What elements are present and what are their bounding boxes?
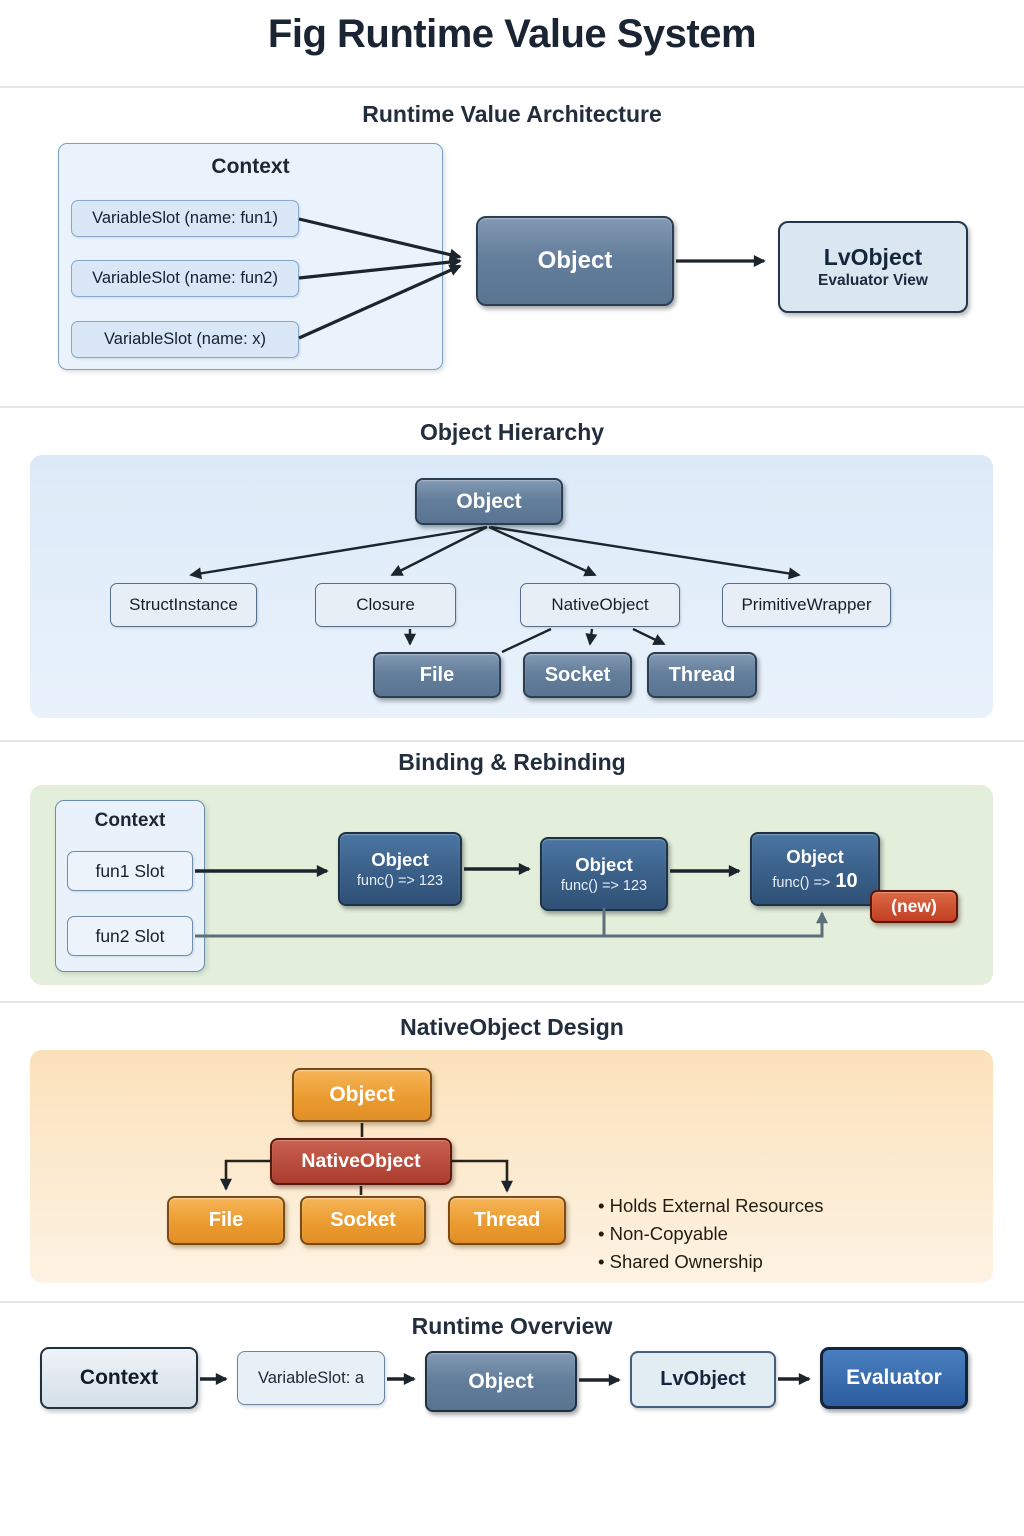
page-title: Fig Runtime Value System [267, 12, 757, 56]
binding-object-1 [338, 832, 462, 906]
section-divider [0, 86, 1024, 88]
binding-object-1-label: Object [371, 849, 429, 870]
hierarchy-child-primitivewrapper: PrimitiveWrapper [722, 583, 891, 627]
section-overview-heading: Runtime Overview [411, 1313, 613, 1339]
hierarchy-child-nativeobject: NativeObject [520, 583, 680, 627]
overview-object-node: Object [425, 1351, 577, 1412]
bullet-item: • Non-Copyable [598, 1220, 824, 1248]
overview-lvobject-node: LvObject [630, 1351, 776, 1408]
binding-object-3-value-prefix: func() => [772, 874, 831, 891]
binding-context-label: Context [94, 810, 166, 831]
native-leaf-thread: Thread [448, 1196, 566, 1245]
native-nativeobject-node: NativeObject [270, 1138, 452, 1185]
arch-variableslot-x: VariableSlot (name: x) [71, 321, 299, 358]
native-bullet-list [598, 1192, 824, 1276]
section-native-heading: NativeObject Design [400, 1014, 624, 1040]
arch-lvobject-node [778, 221, 968, 313]
overview-evaluator-node: Evaluator [820, 1347, 968, 1409]
bullet-item: • Holds External Resources [598, 1192, 824, 1220]
bullet-item: • Shared Ownership [598, 1248, 824, 1276]
binding-object-2 [540, 837, 668, 911]
binding-slot-fun2: fun2 Slot [67, 916, 193, 956]
binding-object-3 [750, 832, 880, 906]
arch-object-node: Object [476, 216, 674, 306]
arch-lvobject-sublabel: Evaluator View [818, 272, 928, 289]
native-leaf-file: File [167, 1196, 285, 1245]
section-divider [0, 1001, 1024, 1003]
overview-variableslot-node: VariableSlot: a [237, 1351, 385, 1405]
arch-lvobject-label: LvObject [823, 244, 923, 270]
hierarchy-leaf-socket: Socket [523, 652, 632, 698]
section-divider [0, 1301, 1024, 1303]
section-binding-heading: Binding & Rebinding [398, 749, 626, 775]
arch-variableslot-fun1: VariableSlot (name: fun1) [71, 200, 299, 237]
binding-object-1-value: func() => 123 [356, 873, 444, 889]
binding-object-2-value: func() => 123 [560, 878, 648, 894]
binding-object-2-label: Object [575, 854, 633, 875]
native-root-node: Object [292, 1068, 432, 1122]
overview-context-node: Context [40, 1347, 198, 1409]
binding-new-badge: (new) [870, 890, 958, 923]
hierarchy-root-node: Object [415, 478, 563, 525]
binding-slot-fun1: fun1 Slot [67, 851, 193, 891]
binding-object-3-value-number: 10 [835, 869, 858, 892]
arch-context-label: Context [211, 155, 290, 178]
arch-variableslot-fun2: VariableSlot (name: fun2) [71, 260, 299, 297]
hierarchy-leaf-thread: Thread [647, 652, 757, 698]
section-divider [0, 406, 1024, 408]
hierarchy-child-closure: Closure [315, 583, 456, 627]
hierarchy-child-structinstance: StructInstance [110, 583, 257, 627]
binding-object-3-label: Object [786, 845, 844, 867]
hierarchy-leaf-file: File [373, 652, 501, 698]
binding-object-3-value [772, 870, 857, 893]
native-panel [30, 1050, 993, 1283]
section-architecture-heading: Runtime Value Architecture [362, 101, 662, 127]
native-leaf-socket: Socket [300, 1196, 426, 1245]
section-divider [0, 740, 1024, 742]
section-hierarchy-heading: Object Hierarchy [419, 419, 605, 445]
